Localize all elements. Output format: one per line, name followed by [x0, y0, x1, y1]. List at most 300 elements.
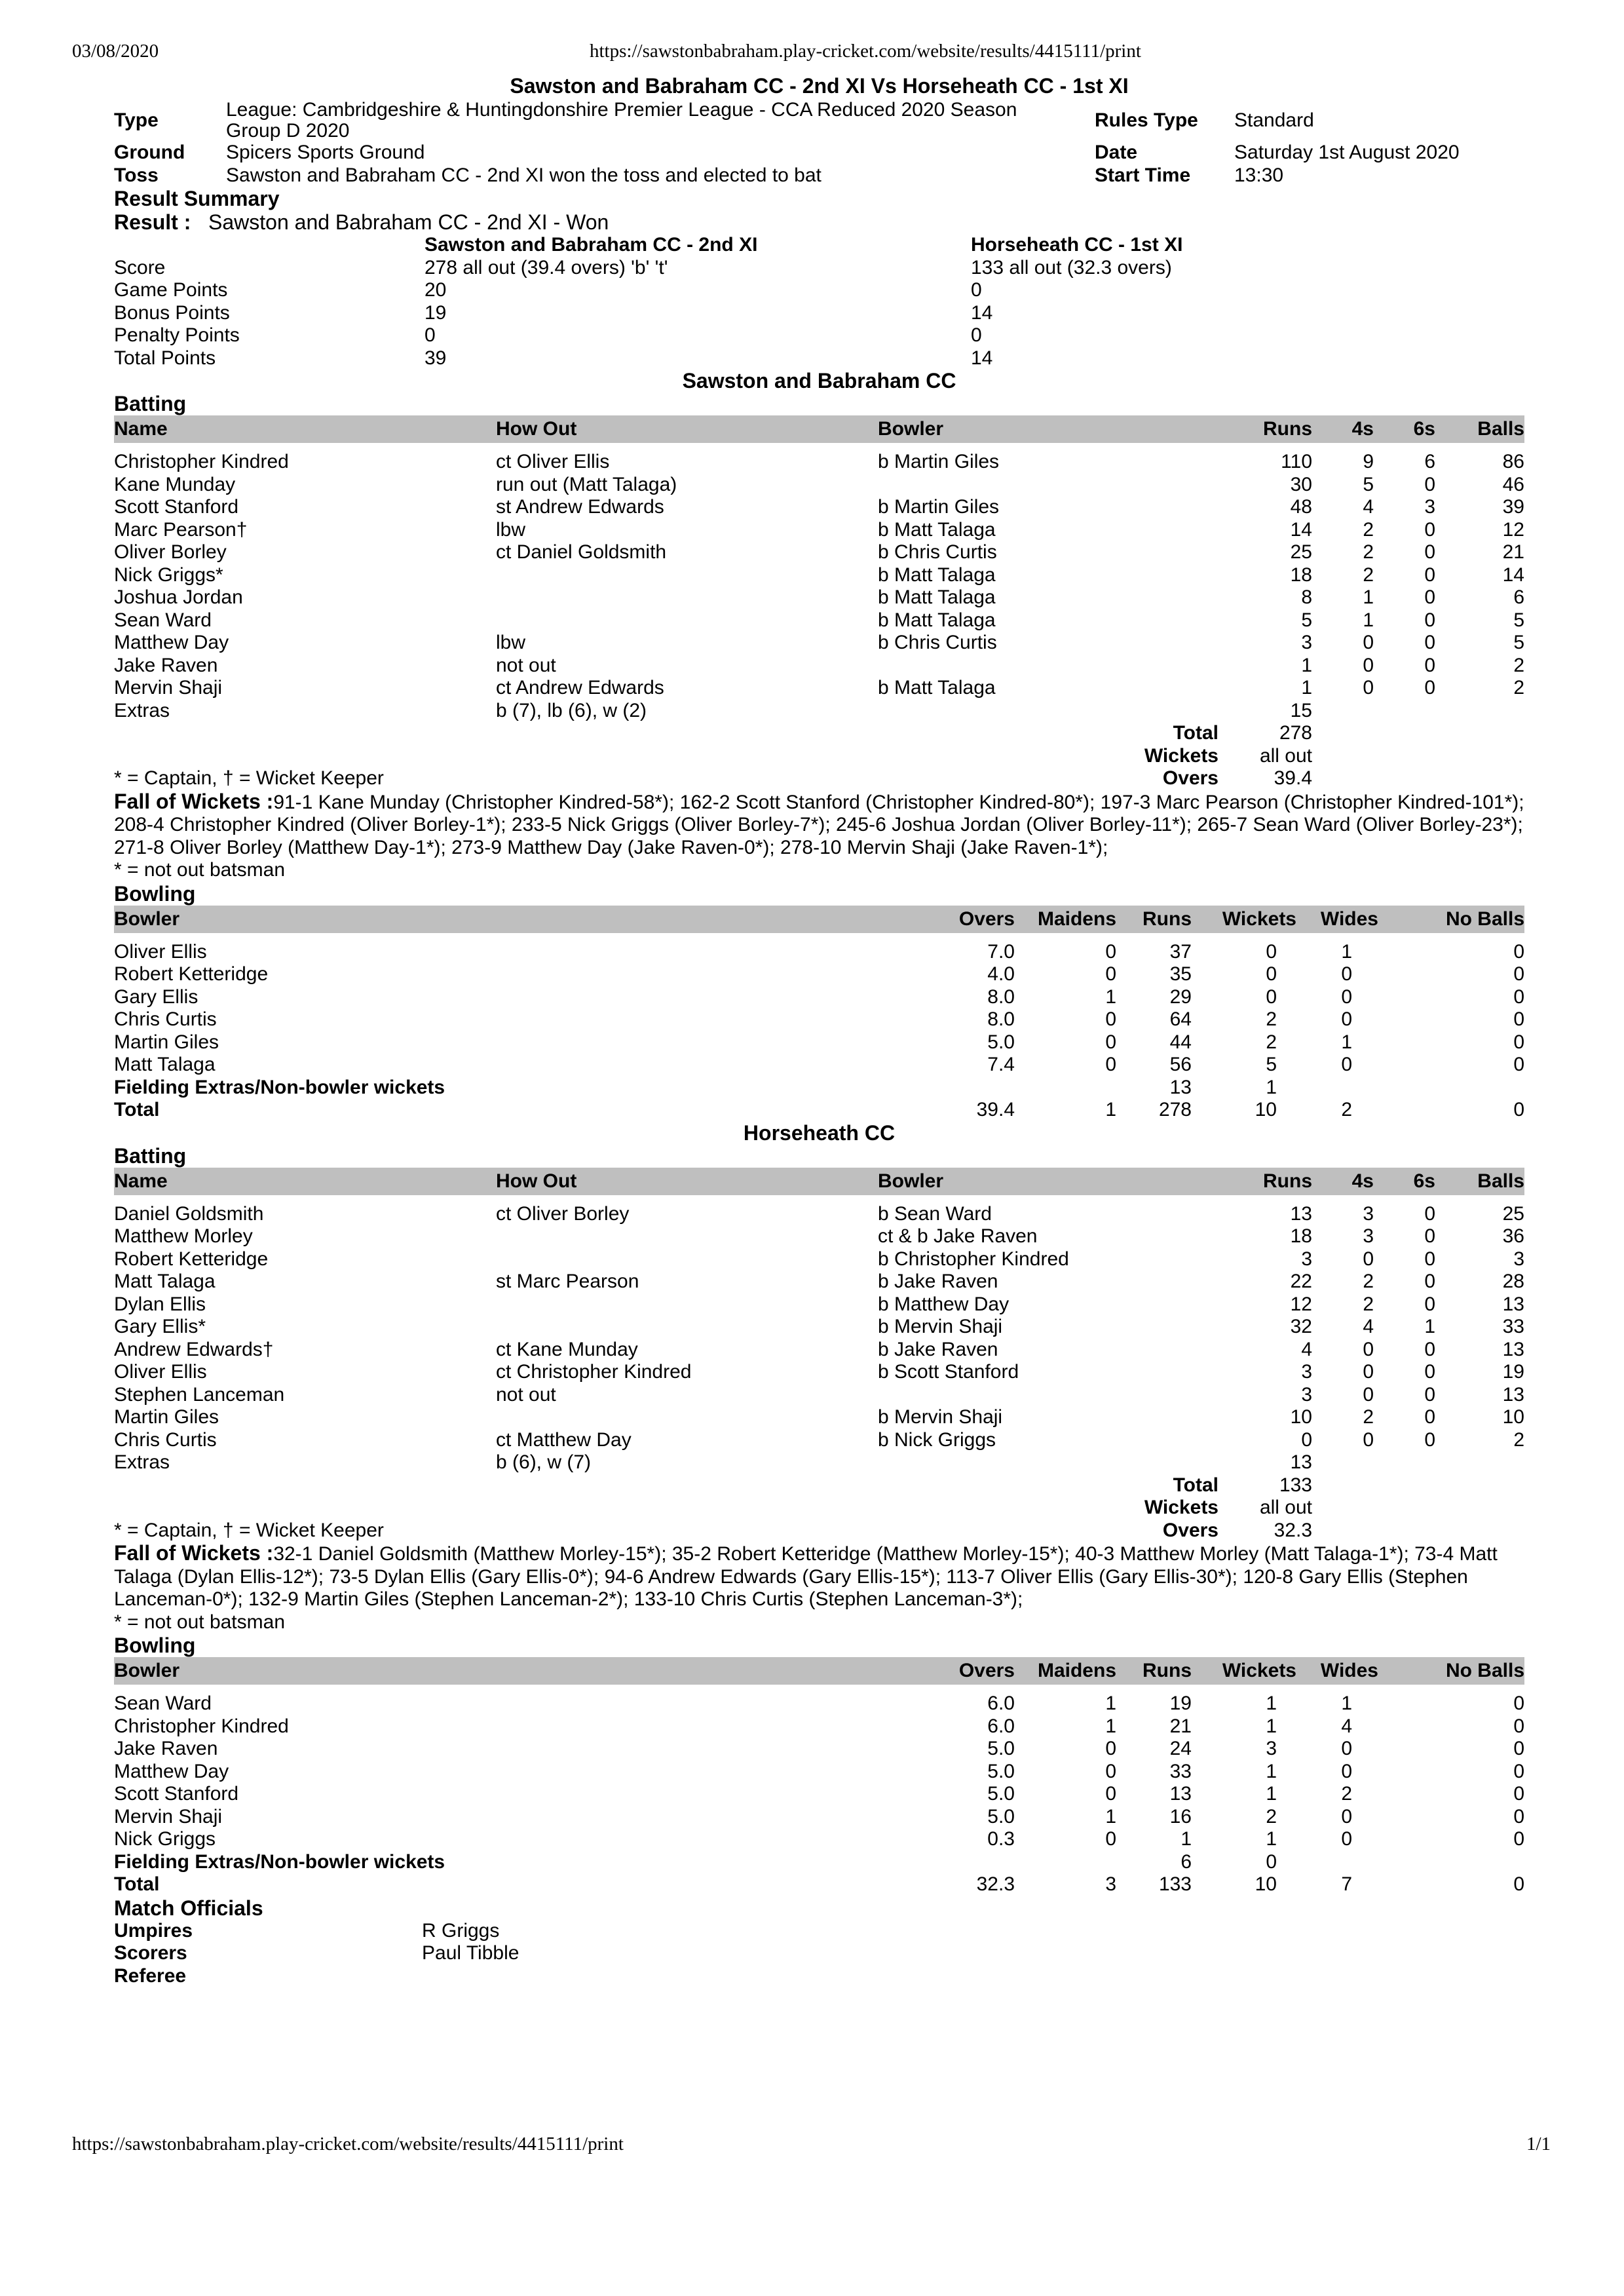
- overs: 5.0: [987, 1760, 1015, 1782]
- extras-runs: 13: [1290, 1451, 1312, 1473]
- balls: 5: [1513, 609, 1524, 631]
- maidens: 1: [1105, 1805, 1116, 1827]
- fow-label: Fall of Wickets :: [114, 1541, 274, 1565]
- wickets: 2: [1266, 1805, 1277, 1827]
- how-out: st Andrew Edwards: [496, 496, 664, 518]
- col-how-out: How Out: [496, 415, 878, 443]
- fielding-label: Fielding Extras/Non-bowler wickets: [114, 1850, 445, 1873]
- balls: 12: [1502, 518, 1524, 541]
- summary-label: Total Points: [114, 347, 216, 369]
- fielding-runs: 13: [1169, 1076, 1192, 1098]
- no-balls: 0: [1513, 1828, 1524, 1850]
- summary-label: Bonus Points: [114, 301, 230, 324]
- runs: 13: [1290, 1202, 1312, 1225]
- maidens: 1: [1105, 1715, 1116, 1737]
- bowler-name: Robert Ketteridge: [114, 963, 269, 985]
- rules-value: Standard: [1234, 109, 1314, 131]
- wides: 0: [1341, 1828, 1352, 1850]
- wickets: 3: [1266, 1738, 1277, 1759]
- scorers-label: Scorers: [114, 1942, 187, 1964]
- bowler-name: Nick Griggs: [114, 1828, 216, 1850]
- wickets: 1: [1266, 1693, 1277, 1714]
- wickets-value: all out: [1259, 744, 1312, 767]
- balls: 13: [1502, 1383, 1524, 1406]
- no-balls: 0: [1513, 1738, 1524, 1759]
- runs: 35: [1169, 963, 1192, 985]
- summary-team1-value: 0: [425, 324, 436, 346]
- balls: 36: [1502, 1225, 1524, 1247]
- batting-row: [114, 586, 1524, 609]
- col-maidens: Maidens: [1015, 1657, 1116, 1685]
- innings1-team: Sawston and Babraham CC: [682, 369, 956, 392]
- bowl-total-no-balls: 0: [1513, 1099, 1524, 1120]
- summary-row: [114, 302, 1524, 325]
- sixes: 0: [1424, 1361, 1435, 1383]
- bowling-row: [114, 1761, 1524, 1784]
- wickets: 1: [1266, 1715, 1277, 1737]
- summary-team1-value: 39: [425, 347, 447, 369]
- batsman-name: Stephen Lanceman: [114, 1383, 285, 1406]
- wickets: 1: [1266, 1783, 1277, 1805]
- result-line: [114, 210, 1524, 234]
- col-fours: 4s: [1312, 415, 1374, 443]
- fours: 0: [1363, 1248, 1374, 1270]
- total-label: Total: [1173, 1474, 1218, 1496]
- batsman-name: Mervin Shaji: [114, 677, 223, 698]
- date-label: Date: [1095, 142, 1138, 163]
- overs: 5.0: [987, 1805, 1015, 1827]
- how-out: [496, 564, 878, 587]
- runs: 8: [1301, 586, 1312, 608]
- col-balls: Balls: [1435, 415, 1524, 443]
- bowler-name: Scott Stanford: [114, 1783, 239, 1805]
- bowl-total-label: Total: [114, 1099, 160, 1120]
- balls: 14: [1502, 564, 1524, 586]
- maidens: 0: [1105, 1828, 1116, 1850]
- runs: 10: [1290, 1406, 1312, 1428]
- balls: 5: [1513, 632, 1524, 653]
- innings1-fow: [114, 790, 1524, 860]
- bowler-name: Oliver Ellis: [114, 940, 207, 963]
- no-balls: 0: [1513, 985, 1524, 1008]
- innings2-batting-table: [114, 1168, 1524, 1542]
- overs: 6.0: [987, 1693, 1015, 1714]
- sixes: 0: [1424, 677, 1435, 698]
- how-out: [496, 1316, 878, 1339]
- dismissal-bowler: b Christopher Kindred: [878, 1248, 1069, 1270]
- col-runs: Runs: [1218, 415, 1312, 443]
- innings1-bowling-table: [114, 906, 1524, 1122]
- summary-label: Penalty Points: [114, 324, 240, 346]
- sixes: 0: [1424, 541, 1435, 563]
- wides: 2: [1341, 1783, 1352, 1805]
- points-summary: [114, 234, 1524, 370]
- wides: 0: [1341, 1738, 1352, 1759]
- runs: 25: [1290, 541, 1312, 563]
- total-label: Total: [1173, 722, 1218, 744]
- runs: 64: [1169, 1008, 1192, 1030]
- col-overs: Overs: [936, 906, 1015, 933]
- bowler-name: Chris Curtis: [114, 1008, 217, 1030]
- type-value: League: Cambridgeshire & Huntingdonshire Premier League - CCA Reduced 2020 Season Group D 2020: [226, 99, 1017, 142]
- dismissal-bowler: [878, 655, 1218, 678]
- col-balls: Balls: [1435, 1168, 1524, 1195]
- sixes: 0: [1424, 1248, 1435, 1270]
- batting-row: [114, 632, 1524, 655]
- batting-row: [114, 519, 1524, 542]
- col-wickets: Wickets: [1192, 1657, 1296, 1685]
- toss-label: Toss: [114, 164, 159, 186]
- wickets: 2: [1266, 1031, 1277, 1053]
- maidens: 1: [1105, 985, 1116, 1008]
- balls: 10: [1502, 1406, 1524, 1428]
- sixes: 0: [1424, 1225, 1435, 1247]
- innings2-team: Horseheath CC: [743, 1120, 896, 1145]
- how-out: ct Oliver Ellis: [496, 451, 610, 472]
- col-name: Name: [114, 1168, 496, 1195]
- batting-row: [114, 474, 1524, 497]
- balls: 19: [1502, 1361, 1524, 1383]
- wickets: 2: [1266, 1008, 1277, 1030]
- runs: 44: [1169, 1031, 1192, 1053]
- fow-text: 91-1 Kane Munday (Christopher Kindred-58*); 162-2 Scott Stanford (Christopher Kindred-80*); 197-3 Marc Pearson (Christopher Kindred-101*); 208-4 Christopher Kindred (Oliver Borley-1*); 233-5 Nick Griggs (Oliver Borley-7*); 245-6 Joshua Jordan (Oliver Borley-11*); 265-7 Sean Ward (Oliver Borley-23*); 271-8 Oliver Borley (Matthew Day-1*); 273-9 Matthew Day (Jake Raven-0*); 278-10 Mervin Shaji (Jake Raven-1*);: [114, 791, 1524, 858]
- overs-label: Overs: [1162, 767, 1218, 789]
- fours: 0: [1363, 632, 1374, 653]
- summary-row: [114, 279, 1524, 302]
- umpires-label: Umpires: [114, 1919, 193, 1942]
- bowl-total-wides: 2: [1341, 1099, 1352, 1120]
- runs: 110: [1281, 451, 1312, 472]
- no-balls: 0: [1513, 1031, 1524, 1053]
- batting-row: [114, 609, 1524, 632]
- runs: 29: [1169, 985, 1192, 1008]
- overs: 5.0: [987, 1738, 1015, 1759]
- not-out-note: * = not out batsman: [114, 859, 286, 881]
- dismissal-bowler: b Sean Ward: [878, 1202, 992, 1225]
- footer-url[interactable]: https://sawstonbabraham.play-cricket.com/website/results/4415111/print: [72, 2133, 624, 2154]
- batsman-name: Gary Ellis*: [114, 1316, 206, 1337]
- dismissal-bowler: b Nick Griggs: [878, 1428, 996, 1451]
- wides: 0: [1341, 1008, 1352, 1030]
- dismissal-bowler: b Martin Giles: [878, 451, 1000, 472]
- runs: 22: [1290, 1271, 1312, 1292]
- how-out: [496, 586, 878, 609]
- runs: 48: [1290, 496, 1312, 518]
- summary-label: Score: [114, 256, 166, 278]
- no-balls: 0: [1513, 1008, 1524, 1030]
- dismissal-bowler: b Chris Curtis: [878, 632, 997, 653]
- wides: 0: [1341, 1805, 1352, 1827]
- bowling-row: [114, 1031, 1524, 1054]
- runs: 30: [1290, 473, 1312, 495]
- fielding-label: Fielding Extras/Non-bowler wickets: [114, 1076, 445, 1098]
- batting-row: [114, 1384, 1524, 1407]
- summary-team1: Sawston and Babraham CC - 2nd XI: [425, 234, 758, 256]
- sixes: 3: [1424, 496, 1435, 518]
- sixes: 0: [1424, 1293, 1435, 1315]
- overs: 6.0: [987, 1715, 1015, 1737]
- overs: 4.0: [987, 963, 1015, 985]
- wickets-value: all out: [1259, 1497, 1312, 1518]
- sixes: 0: [1424, 632, 1435, 653]
- innings1-batting-table: [114, 415, 1524, 790]
- balls: 2: [1513, 654, 1524, 676]
- runs: 3: [1301, 1361, 1312, 1383]
- bowler-name: Christopher Kindred: [114, 1715, 289, 1737]
- runs: 56: [1169, 1054, 1192, 1075]
- fours: 0: [1363, 677, 1374, 698]
- innings1-bowling-heading: Bowling: [114, 881, 196, 906]
- fours: 2: [1363, 564, 1374, 586]
- dismissal-bowler: b Mervin Shaji: [878, 1406, 1003, 1428]
- dismissal-bowler: ct & b Jake Raven: [878, 1225, 1038, 1247]
- balls: 28: [1502, 1271, 1524, 1292]
- bowl-total-overs: 32.3: [976, 1873, 1015, 1895]
- fielding-runs: 6: [1180, 1850, 1192, 1873]
- summary-team2-value: 0: [971, 279, 982, 301]
- wides: 1: [1341, 1693, 1352, 1714]
- runs: 3: [1301, 1248, 1312, 1270]
- batting-row: [114, 1248, 1524, 1271]
- col-runs: Runs: [1218, 1168, 1312, 1195]
- bowler-name: Jake Raven: [114, 1738, 218, 1759]
- bowl-total-runs: 278: [1158, 1099, 1192, 1120]
- extras-detail: b (7), lb (6), w (2): [496, 699, 647, 721]
- how-out: run out (Matt Talaga): [496, 473, 677, 495]
- fours: 2: [1363, 518, 1374, 541]
- batting-row: [114, 1293, 1524, 1316]
- sixes: 0: [1424, 1406, 1435, 1428]
- ground-label: Ground: [114, 142, 185, 163]
- batsman-name: Sean Ward: [114, 609, 212, 631]
- batting-row: [114, 541, 1524, 564]
- balls: 39: [1502, 496, 1524, 518]
- dismissal-bowler: [878, 474, 1218, 497]
- balls: 46: [1502, 473, 1524, 495]
- sixes: 0: [1424, 609, 1435, 631]
- sixes: 0: [1424, 1383, 1435, 1406]
- col-bowler: Bowler: [114, 906, 936, 933]
- how-out: lbw: [496, 518, 526, 541]
- runs: 18: [1290, 564, 1312, 586]
- overs: 8.0: [987, 985, 1015, 1008]
- toss-value: Sawston and Babraham CC - 2nd XI won the toss and elected to bat: [226, 164, 821, 186]
- how-out: ct Oliver Borley: [496, 1202, 630, 1225]
- balls: 33: [1502, 1316, 1524, 1337]
- maidens: 0: [1105, 940, 1116, 963]
- summary-label: Game Points: [114, 279, 228, 301]
- fours: 0: [1363, 1338, 1374, 1360]
- how-out: lbw: [496, 632, 526, 653]
- balls: 13: [1502, 1293, 1524, 1315]
- wickets: 5: [1266, 1054, 1277, 1075]
- batting-row: [114, 451, 1524, 474]
- wickets-label: Wickets: [1144, 1497, 1218, 1518]
- batting-row: [114, 1406, 1524, 1429]
- fours: 4: [1363, 496, 1374, 518]
- fours: 3: [1363, 1225, 1374, 1247]
- runs: 1: [1301, 677, 1312, 698]
- bowling-row: [114, 963, 1524, 986]
- balls: 2: [1513, 1428, 1524, 1451]
- fours: 3: [1363, 1202, 1374, 1225]
- innings2-bowling-table: [114, 1657, 1524, 1896]
- no-balls: 0: [1513, 1760, 1524, 1782]
- how-out: ct Kane Munday: [496, 1338, 638, 1360]
- fielding-wickets: 0: [1266, 1850, 1277, 1873]
- bowler-name: Matt Talaga: [114, 1054, 216, 1075]
- sixes: 0: [1424, 1271, 1435, 1292]
- overs: 5.0: [987, 1031, 1015, 1053]
- fours: 5: [1363, 473, 1374, 495]
- no-balls: 0: [1513, 1054, 1524, 1075]
- overs: 0.3: [987, 1828, 1015, 1850]
- col-bowler: Bowler: [114, 1657, 936, 1685]
- sixes: 0: [1424, 473, 1435, 495]
- runs: 18: [1290, 1225, 1312, 1247]
- fours: 1: [1363, 609, 1374, 631]
- officials-table: [114, 1920, 1524, 1988]
- batsman-name: Scott Stanford: [114, 496, 239, 518]
- balls: 86: [1502, 451, 1524, 472]
- sixes: 0: [1424, 1338, 1435, 1360]
- dismissal-bowler: b Scott Stanford: [878, 1361, 1019, 1383]
- batsman-name: Daniel Goldsmith: [114, 1202, 264, 1225]
- runs: 24: [1169, 1738, 1192, 1759]
- col-wickets: Wickets: [1192, 906, 1296, 933]
- how-out: ct Daniel Goldsmith: [496, 541, 667, 563]
- print-url[interactable]: https://sawstonbabraham.play-cricket.com/website/results/4415111/print: [590, 41, 1141, 62]
- runs: 1: [1180, 1828, 1192, 1850]
- wides: 4: [1341, 1715, 1352, 1737]
- runs: 32: [1290, 1316, 1312, 1337]
- bowler-name: Matthew Day: [114, 1760, 229, 1782]
- legend: * = Captain, † = Wicket Keeper: [114, 1519, 384, 1541]
- wides: 0: [1341, 1054, 1352, 1075]
- umpires-value: R Griggs: [422, 1919, 500, 1942]
- fours: 0: [1363, 1428, 1374, 1451]
- batsman-name: Jake Raven: [114, 654, 218, 676]
- bowl-total-wickets: 10: [1255, 1099, 1277, 1120]
- batsman-name: Joshua Jordan: [114, 586, 243, 608]
- maidens: 0: [1105, 1008, 1116, 1030]
- maidens: 0: [1105, 1783, 1116, 1805]
- bowl-total-wickets: 10: [1255, 1873, 1277, 1895]
- bowler-name: Martin Giles: [114, 1031, 219, 1053]
- summary-team1-value: 278 all out (39.4 overs) 'b' 't': [425, 256, 668, 278]
- scorers-value: Paul Tibble: [422, 1942, 519, 1964]
- wides: 0: [1341, 985, 1352, 1008]
- no-balls: 0: [1513, 1693, 1524, 1714]
- no-balls: 0: [1513, 940, 1524, 963]
- sixes: 1: [1424, 1316, 1435, 1337]
- extras-label: Extras: [114, 1451, 170, 1473]
- batsman-name: Dylan Ellis: [114, 1293, 206, 1315]
- wides: 0: [1341, 963, 1352, 985]
- sixes: 0: [1424, 654, 1435, 676]
- match-info: [114, 100, 1524, 187]
- wickets: 1: [1266, 1760, 1277, 1782]
- legend: * = Captain, † = Wicket Keeper: [114, 767, 384, 789]
- no-balls: 0: [1513, 1783, 1524, 1805]
- wides: 1: [1341, 1031, 1352, 1053]
- summary-team2: Horseheath CC - 1st XI: [971, 234, 1183, 256]
- fours: 4: [1363, 1316, 1374, 1337]
- dismissal-bowler: b Jake Raven: [878, 1271, 998, 1292]
- col-how-out: How Out: [496, 1168, 878, 1195]
- bowl-total-runs: 133: [1158, 1873, 1192, 1895]
- dismissal-bowler: b Mervin Shaji: [878, 1316, 1003, 1337]
- sixes: 0: [1424, 1428, 1435, 1451]
- batsman-name: Christopher Kindred: [114, 451, 289, 472]
- overs-value: 39.4: [1274, 767, 1312, 789]
- col-name: Name: [114, 415, 496, 443]
- runs: 12: [1290, 1293, 1312, 1315]
- col-no-balls: No Balls: [1378, 906, 1524, 933]
- extras-detail: b (6), w (7): [496, 1451, 592, 1473]
- batsman-name: Oliver Ellis: [114, 1361, 207, 1383]
- bowling-row: [114, 1738, 1524, 1761]
- how-out: not out: [496, 1383, 556, 1406]
- innings1-batting-heading: Batting: [114, 392, 187, 415]
- batting-row: [114, 1316, 1524, 1339]
- batsman-name: Marc Pearson†: [114, 518, 248, 541]
- batting-row: [114, 1339, 1524, 1362]
- wickets: 1: [1266, 1828, 1277, 1850]
- col-no-balls: No Balls: [1378, 1657, 1524, 1685]
- dismissal-bowler: b Matt Talaga: [878, 586, 996, 608]
- overs: 5.0: [987, 1783, 1015, 1805]
- runs: 1: [1301, 654, 1312, 676]
- how-out: [496, 1293, 878, 1316]
- dismissal-bowler: b Matthew Day: [878, 1293, 1010, 1315]
- col-bowler: Bowler: [878, 1168, 1218, 1195]
- maidens: 0: [1105, 1031, 1116, 1053]
- start-label: Start Time: [1095, 164, 1191, 186]
- start-value: 13:30: [1234, 164, 1284, 186]
- col-maidens: Maidens: [1015, 906, 1116, 933]
- balls: 13: [1502, 1338, 1524, 1360]
- dismissal-bowler: b Matt Talaga: [878, 609, 996, 631]
- how-out: st Marc Pearson: [496, 1271, 639, 1292]
- referee-label: Referee: [114, 1964, 187, 1987]
- summary-row: [114, 257, 1524, 280]
- bowling-row: [114, 1715, 1524, 1738]
- overs: 8.0: [987, 1008, 1015, 1030]
- how-out: ct Matthew Day: [496, 1428, 632, 1451]
- batting-row: [114, 1225, 1524, 1248]
- batsman-name: Nick Griggs*: [114, 564, 223, 586]
- summary-row: [114, 347, 1524, 370]
- runs: 19: [1169, 1693, 1192, 1714]
- wickets: 0: [1266, 985, 1277, 1008]
- batting-row: [114, 677, 1524, 700]
- how-out: ct Andrew Edwards: [496, 677, 664, 698]
- overs-value: 32.3: [1274, 1519, 1312, 1541]
- runs: 16: [1169, 1805, 1192, 1827]
- bowl-total-overs: 39.4: [976, 1099, 1015, 1120]
- fours: 0: [1363, 654, 1374, 676]
- overs: 7.4: [987, 1054, 1015, 1075]
- result-summary-heading: Result Summary: [114, 187, 280, 210]
- bowling-row: [114, 986, 1524, 1009]
- fours: 2: [1363, 1293, 1374, 1315]
- fours: 2: [1363, 541, 1374, 563]
- batting-row: [114, 1271, 1524, 1293]
- how-out: [496, 1225, 878, 1248]
- officials-heading: Match Officials: [114, 1896, 263, 1920]
- maidens: 0: [1105, 1054, 1116, 1075]
